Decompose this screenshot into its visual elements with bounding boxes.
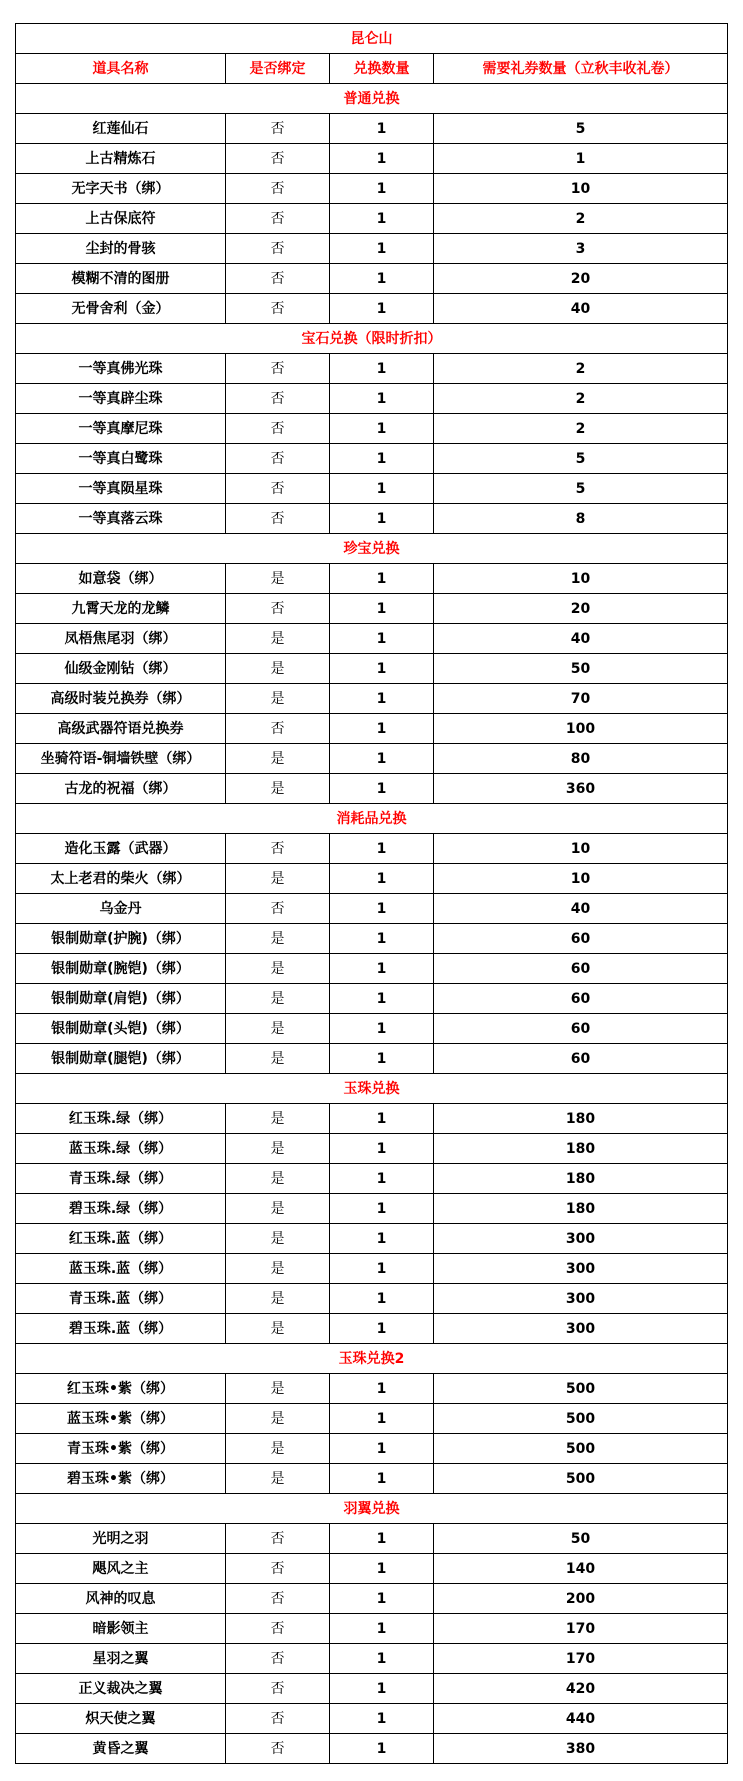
- bound-cell: 否: [226, 474, 330, 504]
- quantity-cell: 1: [330, 414, 434, 444]
- voucher-count-cell: 360: [434, 774, 728, 804]
- voucher-count-cell: 60: [434, 1044, 728, 1074]
- quantity-cell: 1: [330, 894, 434, 924]
- item-name-cell: 光明之羽: [16, 1524, 226, 1554]
- quantity-cell: 1: [330, 204, 434, 234]
- voucher-count-cell: 500: [434, 1404, 728, 1434]
- item-name-cell: 风神的叹息: [16, 1584, 226, 1614]
- item-name-cell: 一等真佛光珠: [16, 354, 226, 384]
- bound-cell: 否: [226, 114, 330, 144]
- table-title: 昆仑山: [16, 24, 728, 54]
- voucher-count-cell: 170: [434, 1614, 728, 1644]
- bound-cell: 是: [226, 654, 330, 684]
- header-item-name: 道具名称: [16, 54, 226, 84]
- bound-cell: 是: [226, 1404, 330, 1434]
- voucher-count-cell: 8: [434, 504, 728, 534]
- quantity-cell: 1: [330, 684, 434, 714]
- voucher-count-cell: 440: [434, 1704, 728, 1734]
- bound-cell: 否: [226, 384, 330, 414]
- header-row: [16, 54, 728, 84]
- bound-cell: 否: [226, 1734, 330, 1764]
- quantity-cell: 1: [330, 654, 434, 684]
- quantity-cell: 1: [330, 504, 434, 534]
- bound-cell: 是: [226, 1434, 330, 1464]
- bound-cell: 是: [226, 924, 330, 954]
- table-row: [16, 264, 728, 294]
- table-row: [16, 1284, 728, 1314]
- section-header-row: [16, 324, 728, 354]
- item-name-cell: 飓风之主: [16, 1554, 226, 1584]
- voucher-count-cell: 180: [434, 1164, 728, 1194]
- bound-cell: 否: [226, 414, 330, 444]
- item-name-cell: 一等真陨星珠: [16, 474, 226, 504]
- bound-cell: 否: [226, 714, 330, 744]
- voucher-count-cell: 170: [434, 1644, 728, 1674]
- voucher-count-cell: 2: [434, 354, 728, 384]
- bound-cell: 是: [226, 1314, 330, 1344]
- table-row: [16, 1254, 728, 1284]
- quantity-cell: 1: [330, 864, 434, 894]
- table-row: [16, 504, 728, 534]
- table-row: [16, 444, 728, 474]
- table-row: [16, 1434, 728, 1464]
- bound-cell: 否: [226, 204, 330, 234]
- quantity-cell: 1: [330, 744, 434, 774]
- voucher-count-cell: 100: [434, 714, 728, 744]
- item-name-cell: 尘封的骨骇: [16, 234, 226, 264]
- item-name-cell: 红玉珠.绿（绑）: [16, 1104, 226, 1134]
- bound-cell: 是: [226, 1014, 330, 1044]
- section-header-row: [16, 1074, 728, 1104]
- quantity-cell: 1: [330, 834, 434, 864]
- table-row: [16, 834, 728, 864]
- quantity-cell: 1: [330, 1314, 434, 1344]
- bound-cell: 否: [226, 234, 330, 264]
- quantity-cell: 1: [330, 354, 434, 384]
- item-name-cell: 仙级金刚钻（绑）: [16, 654, 226, 684]
- item-name-cell: 黄昏之翼: [16, 1734, 226, 1764]
- item-name-cell: 无字天书（绑）: [16, 174, 226, 204]
- bound-cell: 否: [226, 1644, 330, 1674]
- item-name-cell: 上古精炼石: [16, 144, 226, 174]
- voucher-count-cell: 60: [434, 954, 728, 984]
- table-row: [16, 774, 728, 804]
- table-row: [16, 294, 728, 324]
- table-row: [16, 684, 728, 714]
- item-name-cell: 高级时装兑换券（绑）: [16, 684, 226, 714]
- item-name-cell: 一等真摩尼珠: [16, 414, 226, 444]
- quantity-cell: 1: [330, 1374, 434, 1404]
- table-row: [16, 174, 728, 204]
- table-row: [16, 204, 728, 234]
- voucher-count-cell: 180: [434, 1134, 728, 1164]
- exchange-table: [15, 23, 728, 1764]
- bound-cell: 是: [226, 1254, 330, 1284]
- table-row: [16, 1374, 728, 1404]
- quantity-cell: 1: [330, 474, 434, 504]
- item-name-cell: 太上老君的柴火（绑）: [16, 864, 226, 894]
- quantity-cell: 1: [330, 624, 434, 654]
- bound-cell: 否: [226, 174, 330, 204]
- item-name-cell: 蓝玉珠.蓝（绑）: [16, 1254, 226, 1284]
- table-row: [16, 894, 728, 924]
- bound-cell: 否: [226, 1554, 330, 1584]
- table-row: [16, 234, 728, 264]
- voucher-count-cell: 380: [434, 1734, 728, 1764]
- voucher-count-cell: 80: [434, 744, 728, 774]
- bound-cell: 是: [226, 1044, 330, 1074]
- quantity-cell: 1: [330, 1014, 434, 1044]
- item-name-cell: 凤梧焦尾羽（绑）: [16, 624, 226, 654]
- item-name-cell: 碧玉珠.绿（绑）: [16, 1194, 226, 1224]
- item-name-cell: 蓝玉珠•紫（绑）: [16, 1404, 226, 1434]
- item-name-cell: 模糊不清的图册: [16, 264, 226, 294]
- table-row: [16, 864, 728, 894]
- bound-cell: 否: [226, 834, 330, 864]
- quantity-cell: 1: [330, 1284, 434, 1314]
- quantity-cell: 1: [330, 1434, 434, 1464]
- bound-cell: 是: [226, 684, 330, 714]
- table-row: [16, 1194, 728, 1224]
- item-name-cell: 无骨舍利（金）: [16, 294, 226, 324]
- table-row: [16, 1224, 728, 1254]
- table-row: [16, 1314, 728, 1344]
- table-row: [16, 1674, 728, 1704]
- item-name-cell: 青玉珠.蓝（绑）: [16, 1284, 226, 1314]
- quantity-cell: 1: [330, 174, 434, 204]
- item-name-cell: 银制勋章(腿铠)（绑）: [16, 1044, 226, 1074]
- item-name-cell: 如意袋（绑）: [16, 564, 226, 594]
- voucher-count-cell: 180: [434, 1104, 728, 1134]
- item-name-cell: 古龙的祝福（绑）: [16, 774, 226, 804]
- quantity-cell: 1: [330, 1614, 434, 1644]
- exchange-table-wrapper: [15, 23, 727, 1764]
- voucher-count-cell: 2: [434, 204, 728, 234]
- bound-cell: 是: [226, 1164, 330, 1194]
- bound-cell: 是: [226, 624, 330, 654]
- section-header-row: [16, 84, 728, 114]
- item-name-cell: 银制勋章(头铠)（绑）: [16, 1014, 226, 1044]
- table-row: [16, 984, 728, 1014]
- voucher-count-cell: 140: [434, 1554, 728, 1584]
- bound-cell: 否: [226, 894, 330, 924]
- item-name-cell: 蓝玉珠.绿（绑）: [16, 1134, 226, 1164]
- table-row: [16, 144, 728, 174]
- bound-cell: 否: [226, 444, 330, 474]
- voucher-count-cell: 50: [434, 654, 728, 684]
- voucher-count-cell: 10: [434, 174, 728, 204]
- quantity-cell: 1: [330, 984, 434, 1014]
- voucher-count-cell: 500: [434, 1434, 728, 1464]
- item-name-cell: 上古保底符: [16, 204, 226, 234]
- voucher-count-cell: 10: [434, 564, 728, 594]
- quantity-cell: 1: [330, 1194, 434, 1224]
- voucher-count-cell: 420: [434, 1674, 728, 1704]
- item-name-cell: 一等真落云珠: [16, 504, 226, 534]
- item-name-cell: 青玉珠.绿（绑）: [16, 1164, 226, 1194]
- quantity-cell: 1: [330, 234, 434, 264]
- quantity-cell: 1: [330, 444, 434, 474]
- voucher-count-cell: 2: [434, 414, 728, 444]
- table-row: [16, 1014, 728, 1044]
- item-name-cell: 星羽之翼: [16, 1644, 226, 1674]
- table-row: [16, 924, 728, 954]
- quantity-cell: 1: [330, 1584, 434, 1614]
- voucher-count-cell: 180: [434, 1194, 728, 1224]
- quantity-cell: 1: [330, 1464, 434, 1494]
- table-row: [16, 1524, 728, 1554]
- quantity-cell: 1: [330, 144, 434, 174]
- quantity-cell: 1: [330, 1554, 434, 1584]
- item-name-cell: 银制勋章(腕铠)（绑）: [16, 954, 226, 984]
- table-row: [16, 1704, 728, 1734]
- bound-cell: 是: [226, 1374, 330, 1404]
- table-row: [16, 1644, 728, 1674]
- voucher-count-cell: 1: [434, 144, 728, 174]
- voucher-count-cell: 500: [434, 1464, 728, 1494]
- section-title: 珍宝兑换: [16, 534, 728, 564]
- bound-cell: 是: [226, 564, 330, 594]
- bound-cell: 是: [226, 1284, 330, 1314]
- exchange-table-body: [16, 24, 728, 1764]
- item-name-cell: 九霄天龙的龙鳞: [16, 594, 226, 624]
- bound-cell: 否: [226, 294, 330, 324]
- item-name-cell: 红玉珠.蓝（绑）: [16, 1224, 226, 1254]
- bound-cell: 否: [226, 354, 330, 384]
- bound-cell: 否: [226, 264, 330, 294]
- section-title: 消耗品兑换: [16, 804, 728, 834]
- quantity-cell: 1: [330, 1224, 434, 1254]
- quantity-cell: 1: [330, 924, 434, 954]
- item-name-cell: 乌金丹: [16, 894, 226, 924]
- voucher-count-cell: 10: [434, 834, 728, 864]
- section-title: 羽翼兑换: [16, 1494, 728, 1524]
- voucher-count-cell: 5: [434, 444, 728, 474]
- item-name-cell: 暗影领主: [16, 1614, 226, 1644]
- item-name-cell: 造化玉露（武器）: [16, 834, 226, 864]
- bound-cell: 是: [226, 1104, 330, 1134]
- item-name-cell: 一等真辟尘珠: [16, 384, 226, 414]
- section-header-row: [16, 1494, 728, 1524]
- table-row: [16, 1554, 728, 1584]
- table-row: [16, 1164, 728, 1194]
- quantity-cell: 1: [330, 1404, 434, 1434]
- item-name-cell: 高级武器符语兑换券: [16, 714, 226, 744]
- voucher-count-cell: 500: [434, 1374, 728, 1404]
- item-name-cell: 银制勋章(肩铠)（绑）: [16, 984, 226, 1014]
- bound-cell: 否: [226, 1584, 330, 1614]
- bound-cell: 是: [226, 1464, 330, 1494]
- section-title: 玉珠兑换2: [16, 1344, 728, 1374]
- voucher-count-cell: 3: [434, 234, 728, 264]
- table-row: [16, 714, 728, 744]
- header-voucher-count: 需要礼券数量（立秋丰收礼卷）: [434, 54, 728, 84]
- table-row: [16, 564, 728, 594]
- quantity-cell: 1: [330, 594, 434, 624]
- voucher-count-cell: 300: [434, 1254, 728, 1284]
- section-header-row: [16, 534, 728, 564]
- bound-cell: 否: [226, 1524, 330, 1554]
- table-row: [16, 384, 728, 414]
- voucher-count-cell: 200: [434, 1584, 728, 1614]
- table-row: [16, 654, 728, 684]
- quantity-cell: 1: [330, 1104, 434, 1134]
- table-row: [16, 1104, 728, 1134]
- voucher-count-cell: 20: [434, 264, 728, 294]
- item-name-cell: 碧玉珠.蓝（绑）: [16, 1314, 226, 1344]
- header-bound: 是否绑定: [226, 54, 330, 84]
- quantity-cell: 1: [330, 1044, 434, 1074]
- item-name-cell: 正义裁决之翼: [16, 1674, 226, 1704]
- item-name-cell: 银制勋章(护腕)（绑）: [16, 924, 226, 954]
- voucher-count-cell: 20: [434, 594, 728, 624]
- table-row: [16, 1464, 728, 1494]
- table-row: [16, 1614, 728, 1644]
- quantity-cell: 1: [330, 954, 434, 984]
- item-name-cell: 红莲仙石: [16, 114, 226, 144]
- item-name-cell: 红玉珠•紫（绑）: [16, 1374, 226, 1404]
- table-row: [16, 594, 728, 624]
- table-row: [16, 954, 728, 984]
- section-title: 宝石兑换（限时折扣）: [16, 324, 728, 354]
- item-name-cell: 一等真白鹭珠: [16, 444, 226, 474]
- quantity-cell: 1: [330, 1734, 434, 1764]
- bound-cell: 是: [226, 1194, 330, 1224]
- bound-cell: 否: [226, 504, 330, 534]
- table-row: [16, 744, 728, 774]
- bound-cell: 否: [226, 594, 330, 624]
- bound-cell: 否: [226, 144, 330, 174]
- quantity-cell: 1: [330, 714, 434, 744]
- header-quantity: 兑换数量: [330, 54, 434, 84]
- quantity-cell: 1: [330, 1524, 434, 1554]
- table-row: [16, 414, 728, 444]
- bound-cell: 是: [226, 954, 330, 984]
- quantity-cell: 1: [330, 1164, 434, 1194]
- bound-cell: 是: [226, 744, 330, 774]
- section-header-row: [16, 1344, 728, 1374]
- voucher-count-cell: 5: [434, 114, 728, 144]
- item-name-cell: 青玉珠•紫（绑）: [16, 1434, 226, 1464]
- table-row: [16, 474, 728, 504]
- voucher-count-cell: 40: [434, 624, 728, 654]
- quantity-cell: 1: [330, 384, 434, 414]
- quantity-cell: 1: [330, 1254, 434, 1284]
- quantity-cell: 1: [330, 564, 434, 594]
- title-row: [16, 24, 728, 54]
- bound-cell: 否: [226, 1614, 330, 1644]
- bound-cell: 是: [226, 864, 330, 894]
- voucher-count-cell: 60: [434, 1014, 728, 1044]
- voucher-count-cell: 50: [434, 1524, 728, 1554]
- voucher-count-cell: 300: [434, 1224, 728, 1254]
- voucher-count-cell: 2: [434, 384, 728, 414]
- section-title: 普通兑换: [16, 84, 728, 114]
- voucher-count-cell: 300: [434, 1314, 728, 1344]
- voucher-count-cell: 40: [434, 894, 728, 924]
- quantity-cell: 1: [330, 1134, 434, 1164]
- voucher-count-cell: 5: [434, 474, 728, 504]
- table-row: [16, 354, 728, 384]
- item-name-cell: 炽天使之翼: [16, 1704, 226, 1734]
- voucher-count-cell: 10: [434, 864, 728, 894]
- quantity-cell: 1: [330, 264, 434, 294]
- bound-cell: 是: [226, 984, 330, 1014]
- bound-cell: 是: [226, 1134, 330, 1164]
- quantity-cell: 1: [330, 1674, 434, 1704]
- voucher-count-cell: 60: [434, 924, 728, 954]
- bound-cell: 否: [226, 1674, 330, 1704]
- voucher-count-cell: 60: [434, 984, 728, 1014]
- bound-cell: 否: [226, 1704, 330, 1734]
- bound-cell: 是: [226, 1224, 330, 1254]
- table-row: [16, 114, 728, 144]
- quantity-cell: 1: [330, 774, 434, 804]
- voucher-count-cell: 40: [434, 294, 728, 324]
- quantity-cell: 1: [330, 114, 434, 144]
- table-row: [16, 1134, 728, 1164]
- quantity-cell: 1: [330, 1644, 434, 1674]
- voucher-count-cell: 300: [434, 1284, 728, 1314]
- quantity-cell: 1: [330, 294, 434, 324]
- item-name-cell: 坐骑符语-铜墙铁壁（绑）: [16, 744, 226, 774]
- voucher-count-cell: 70: [434, 684, 728, 714]
- section-title: 玉珠兑换: [16, 1074, 728, 1104]
- table-row: [16, 1734, 728, 1764]
- section-header-row: [16, 804, 728, 834]
- item-name-cell: 碧玉珠•紫（绑）: [16, 1464, 226, 1494]
- quantity-cell: 1: [330, 1704, 434, 1734]
- table-row: [16, 1404, 728, 1434]
- bound-cell: 是: [226, 774, 330, 804]
- table-row: [16, 624, 728, 654]
- table-row: [16, 1044, 728, 1074]
- table-row: [16, 1584, 728, 1614]
